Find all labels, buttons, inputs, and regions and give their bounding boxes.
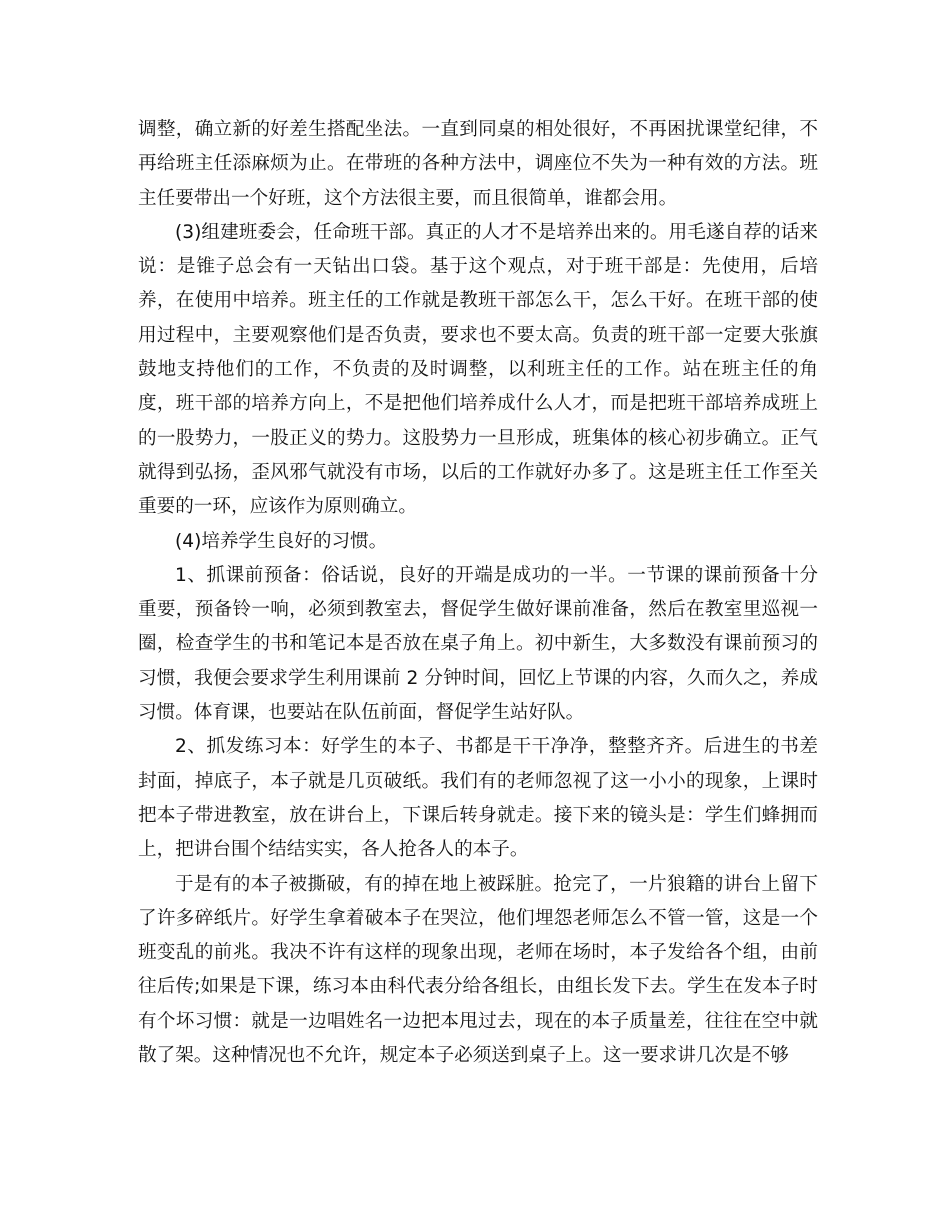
paragraph-6: 于是有的本子被撕破，有的掉在地上被踩脏。抢完了，一片狼籍的讲台上留下了许多碎纸片。好学生拿着破本子在哭泣，他们埋怨老师怎么不管一管，这是一个班变乱的前兆。我决不许有这样的现象出现，老师在场时，本子发给各个组，由前往后传;如果是下课，练习本由科代表分给各组长，由组长发下去。学生在发本子时有个坏习惯：就是一边唱姓名一边把本甩过去，现在的本子质量差，往往在空中就散了架。这种情况也不允许，规定本子必须送到桌子上。这一要求讲几次是不够 xyxy=(138,873,818,1067)
paragraph-5: 2、抓发练习本：好学生的本子、书都是干干净净，整整齐齐。后进生的书差封面，掉底子，本子就是几页破纸。我们有的老师忽视了这一小小的现象，上课时把本子带进教室，放在讲台上，下课后转身就走。接下来的镜头是：学生们蜂拥而上，把讲台围个结结实实，各人抢各人的本子。 xyxy=(138,736,818,861)
document-body xyxy=(138,113,818,1073)
paragraph-3: (4)培养学生良好的习惯。 xyxy=(175,530,388,552)
paragraph-1: 调整，确立新的好差生搭配坐法。一直到同桌的相处很好，不再困扰课堂纪律，不再给班主任添麻烦为止。在带班的各种方法中，调座位不失为一种有效的方法。班主任要带出一个好班，这个方法很主要，而且很简单，谁都会用。 xyxy=(138,119,818,209)
paragraph-4: 1、抓课前预备：俗话说，良好的开端是成功的一半。一节课的课前预备十分重要，预备铃一响，必须到教室去，督促学生做好课前准备，然后在教室里巡视一圈，检查学生的书和笔记本是否放在桌子角上。初中新生，大多数没有课前预习的习惯，我便会要求学生利用课前 2 分钟时间，回忆上节课的内容，久而久之，养成习惯。体育课，也要站在队伍前面，督促学生站好队。 xyxy=(138,564,818,724)
paragraph-2: (3)组建班委会，任命班干部。真正的人才不是培养出来的。用毛遂自荐的话来说：是锥子总会有一天钻出口袋。基于这个观点，对于班干部是：先使用，后培养，在使用中培养。班主任的工作就是教班干部怎么干，怎么干好。在班干部的使用过程中，主要观察他们是否负责，要求也不要太高。负责的班干部一定要大张旗鼓地支持他们的工作，不负责的及时调整，以利班主任的工作。站在班主任的角度，班干部的培养方向上，不是把他们培养成什么人才，而是把班干部培养成班上的一股势力，一股正义的势力。这股势力一旦形成，班集体的核心初步确立。正气就得到弘扬，歪风邪气就没有市场，以后的工作就好办多了。这是班主任工作至关重要的一环，应该作为原则确立。 xyxy=(138,221,818,518)
